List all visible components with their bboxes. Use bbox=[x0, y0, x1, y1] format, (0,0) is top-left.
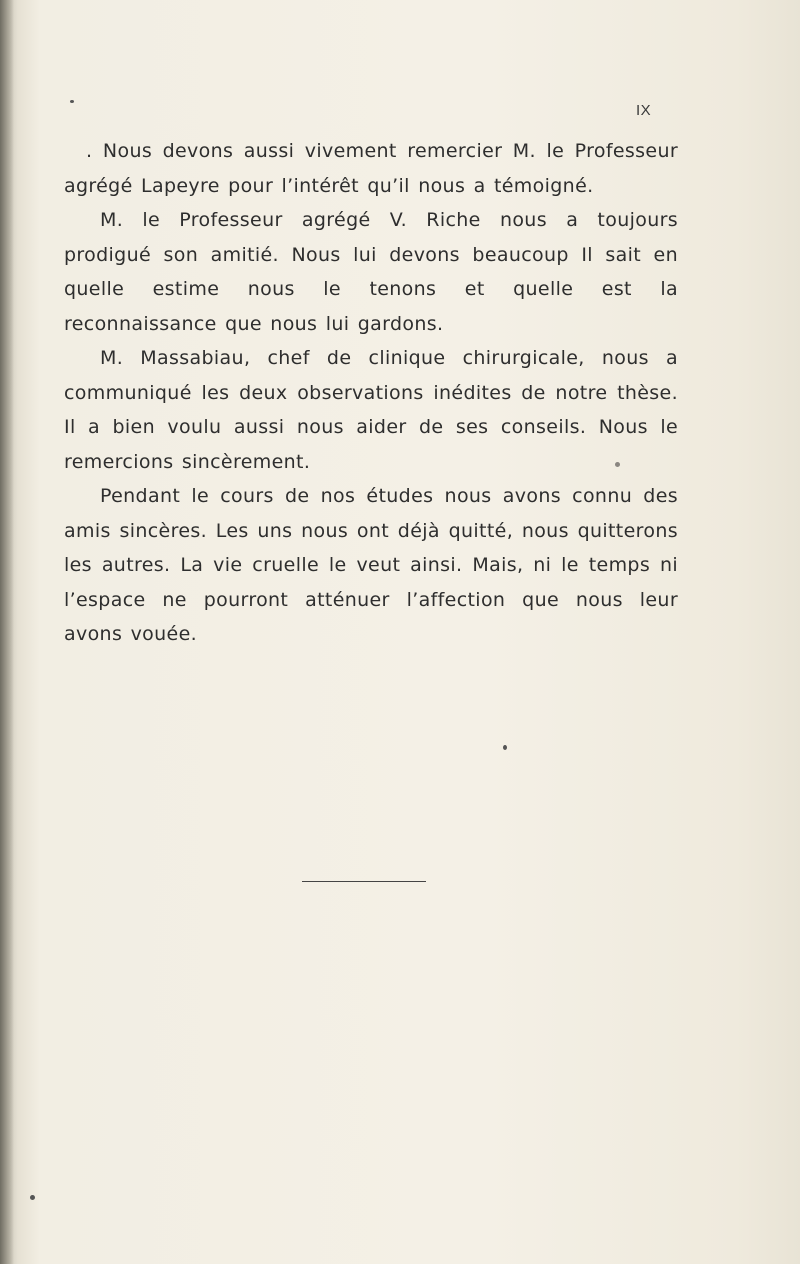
ink-speck bbox=[503, 745, 507, 750]
paragraph-massabiau: M. Massabiau, chef de clinique chirurgicale, nous a communiqué les deux observations inédites de notre thèse. Il a bien voulu aussi nous aider de ses conseils. Nous le remercions sincèrement. bbox=[64, 347, 678, 473]
body-text bbox=[64, 134, 678, 652]
paragraph-lapeyre: . Nous devons aussi vivement remercier M. le Professeur agrégé Lapeyre pour l’intérêt qu’il nous a témoigné. bbox=[64, 140, 678, 197]
ink-speck bbox=[30, 1195, 35, 1200]
paragraph-friends: Pendant le cours de nos études nous avons connu des amis sincères. Les uns nous ont déjà quitté, nous quitterons les autres. La vie cruelle le veut ainsi. Mais, ni le temps ni l’espace ne pourront atténuer l’affection que nous leur avons vouée. bbox=[64, 485, 678, 645]
separator-rule bbox=[302, 881, 426, 882]
page-spine-shadow bbox=[0, 0, 14, 1264]
ink-speck bbox=[70, 100, 74, 103]
page-number: IX bbox=[636, 102, 652, 119]
ink-speck bbox=[615, 462, 620, 467]
paragraph-riche: M. le Professeur agrégé V. Riche nous a toujours prodigué son amitié. Nous lui devons beaucoup Il sait en quelle estime nous le tenons et quelle est la reconnaissance que nous lui gardons. bbox=[64, 209, 678, 335]
